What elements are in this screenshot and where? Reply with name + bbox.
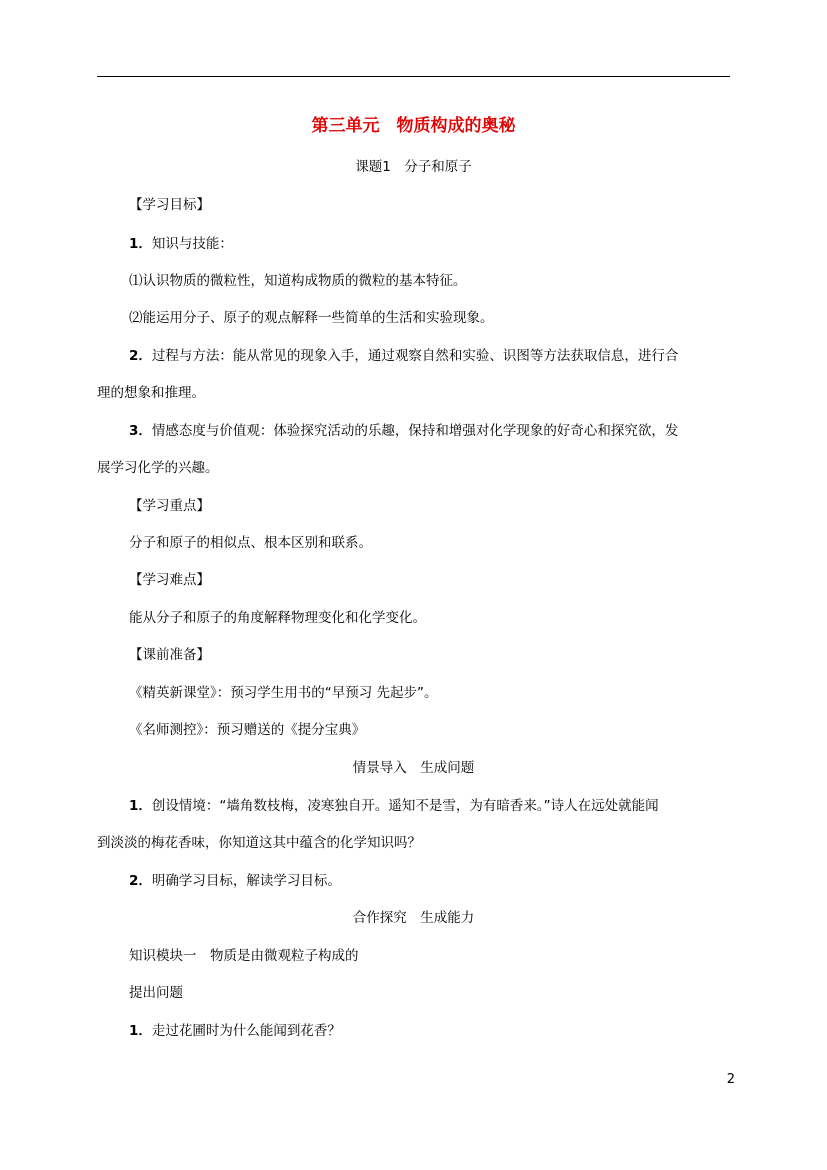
scenario-item-1-line-2: 到淡淡的梅花香味，你知道这其中蕴含的化学知识吗？ [97,835,421,851]
objective-2 [129,347,678,365]
objective-1-item-1: ⑴认识物质的微粒性，知道构成物质的微粒的基本特征。 [129,273,467,289]
objectives-heading: 【学习目标】 [129,197,210,213]
scenario-item-1 [129,797,659,815]
difficulties-heading: 【学习难点】 [129,572,210,588]
objective-2-line-2: 理的想象和推理。 [97,385,205,401]
scenario-item-2-number: 2． [129,873,152,889]
objective-1-number: 1． [129,236,152,252]
objective-1-item-2: ⑵能运用分子、原子的观点解释一些简单的生活和实验现象。 [129,310,494,326]
key-points-text: 分子和原子的相似点、根本区别和联系。 [129,535,372,551]
prep-item-1: 《精英新课堂》：预习学生用书的“早预习 先起步”。 [129,685,438,701]
objective-3-line-1: 情感态度与价值观：体验探究活动的乐趣，保持和增强对化学现象的好奇心和探究欲，发 [151,423,679,439]
section-1-heading: 情景导入 生成问题 [352,760,475,776]
scenario-item-1-number: 1． [129,798,152,814]
prep-heading: 【课前准备】 [129,647,210,663]
objective-2-number: 2． [129,348,152,364]
difficulties-text: 能从分子和原子的角度解释物理变化和化学变化。 [129,610,426,626]
objective-3-line-2: 展学习化学的兴趣。 [97,460,219,476]
unit-title: 第三单元 物质构成的奥秘 [311,116,516,136]
objective-1-text: 知识与技能： [151,236,233,252]
objective-2-line-1: 过程与方法：能从常见的现象入手，通过观察自然和实验、识图等方法获取信息，进行合 [151,348,679,364]
section-2-heading: 合作探究 生成能力 [352,910,475,926]
key-points-heading: 【学习重点】 [129,498,210,514]
objective-3 [129,422,678,440]
prep-item-2: 《名师测控》：预习赠送的《提分宝典》 [129,722,366,738]
scenario-item-2 [129,872,341,890]
question-1 [129,1022,341,1040]
question-1-number: 1． [129,1023,152,1039]
lesson-title: 课题1 分子和原子 [355,159,472,175]
module-1-title: 知识模块一 物质是由微观粒子构成的 [129,948,359,964]
scenario-item-2-text: 明确学习目标，解读学习目标。 [151,873,341,889]
page-number: 2 [726,1072,735,1087]
header-rule [97,76,730,77]
raise-question-label: 提出问题 [129,985,183,1001]
scenario-item-1-line-1: 创设情境：“墙角数枝梅，凌寒独自开。遥知不是雪，为有暗香来。”诗人在远处就能闻 [151,798,659,814]
question-1-text: 走过花圃时为什么能闻到花香？ [151,1023,341,1039]
objective-1 [129,235,233,253]
objective-3-number: 3． [129,423,152,439]
